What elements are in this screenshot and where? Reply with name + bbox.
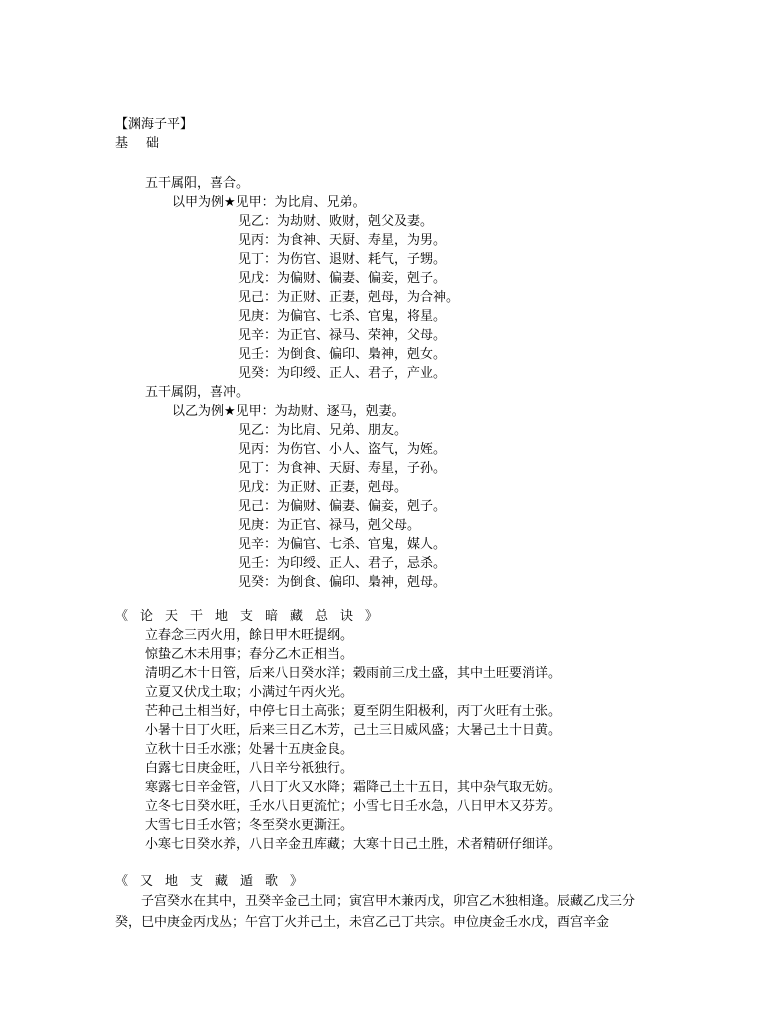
yin-row: 见己：为偏财、偏妻、偏妾，剋子。 bbox=[238, 499, 447, 514]
star-icon: ★ bbox=[224, 195, 236, 210]
section3-title: 《又地支藏遁歌》 bbox=[115, 874, 316, 889]
yin-row: 见壬：为印绶、正人、君子，忌杀。 bbox=[238, 556, 447, 571]
yang-row: 见戊：为偏财、偏妻、偏妾，剋子。 bbox=[238, 271, 447, 286]
verse-line: 立春念三丙火用，餘日甲木旺提纲。 bbox=[145, 628, 354, 643]
document-subtitle: 基础 bbox=[115, 136, 178, 151]
verse-line: 芒种己土相当好，中停七日土高张；夏至阴生阳极利，丙丁火旺有土张。 bbox=[145, 704, 562, 719]
yin-row: 见庚：为正官、禄马，剋父母。 bbox=[238, 518, 421, 533]
verse-line: 立秋十日壬水涨；处暑十五庚金良。 bbox=[145, 742, 354, 757]
yang-row: 见丙：为食神、天厨、寿星，为男。 bbox=[238, 233, 447, 248]
yin-example-line bbox=[172, 404, 405, 420]
yin-row: 见丙：为伤官、小人、盗气，为姪。 bbox=[238, 442, 447, 457]
yin-row: 见乙：为比肩、兄弟、朋友。 bbox=[238, 423, 408, 438]
yin-heading: 五干属阴，喜冲。 bbox=[145, 385, 250, 400]
verse-line: 大雪七日壬水管；冬至癸水更澌汪。 bbox=[145, 818, 354, 833]
verse-line: 小寒七日癸水养，八日辛金丑库藏；大寒十日己土胜，术者精研仔细详。 bbox=[145, 837, 562, 852]
yin-row: 见丁：为食神、天厨、寿星，子孙。 bbox=[238, 461, 447, 476]
yin-row: 见戊：为正财、正妻，剋母。 bbox=[238, 480, 408, 495]
yin-row: 见癸：为倒食、偏印、梟神，剋母。 bbox=[238, 575, 447, 590]
yin-row-0: 见甲：为劫财、逐马，剋妻。 bbox=[235, 404, 405, 419]
document-title: 【渊海子平】 bbox=[115, 117, 194, 132]
yang-row: 见癸：为印绶、正人、君子，产业。 bbox=[238, 366, 447, 381]
star-icon: ★ bbox=[224, 404, 236, 419]
yang-heading: 五干属阳，喜合。 bbox=[145, 176, 250, 191]
yang-row: 见乙：为劫财、败财，剋父及妻。 bbox=[238, 214, 434, 229]
verse-line: 小暑十日丁火旺，后来三日乙木芳，己土三日威风盛；大暑己土十日黄。 bbox=[145, 723, 562, 738]
verse-line: 寒露七日辛金管，八日丁火又水降；霜降己土十五日，其中杂气取无妨。 bbox=[145, 780, 562, 795]
yang-row: 见己：为正财、正妻，剋母，为合神。 bbox=[238, 290, 460, 305]
section2-title: 《论天干地支暗藏总诀》 bbox=[115, 609, 391, 624]
yang-example-prefix: 以甲为例 bbox=[172, 195, 225, 210]
verse-line: 惊蛰乙木未用事；春分乙木正相当。 bbox=[145, 647, 354, 662]
yang-row: 见壬：为倒食、偏印、梟神，剋女。 bbox=[238, 347, 447, 362]
verse-line: 立夏又伏戊土取；小满过午丙火光。 bbox=[145, 685, 354, 700]
yin-row: 见辛：为偏官、七杀、官鬼，媒人。 bbox=[238, 537, 447, 552]
yang-example-line bbox=[172, 195, 366, 211]
verse-line: 白露七日庚金旺，八日辛兮祇独行。 bbox=[145, 761, 354, 776]
section3-paragraph: 子宫癸水在其中，丑癸辛金己土同；寅宫甲木兼丙戊，卯宫乙木独相逢。辰藏乙戊三分癸，巳中庚金丙戊丛；午宫丁火并己土，未宫乙己丁共宗。申位庚金壬水戊，酉宫辛金 bbox=[115, 894, 636, 930]
yang-row: 见庚：为偏官、七杀、官鬼，将星。 bbox=[238, 309, 447, 324]
yang-row: 见辛：为正官、禄马、荣神，父母。 bbox=[238, 328, 447, 343]
yang-row: 见丁：为伤官、退财、耗气，子甥。 bbox=[238, 252, 447, 267]
yin-example-prefix: 以乙为例 bbox=[172, 404, 225, 419]
verse-line: 清明乙木十日管，后来八日癸水洋；榖雨前三戊土盛，其中土旺要消详。 bbox=[145, 666, 562, 681]
yang-row-0: 见甲：为比肩、兄弟。 bbox=[235, 195, 366, 210]
verse-line: 立冬七日癸水旺，壬水八日更流忙；小雪七日壬水急，八日甲木又芬芳。 bbox=[145, 799, 562, 814]
